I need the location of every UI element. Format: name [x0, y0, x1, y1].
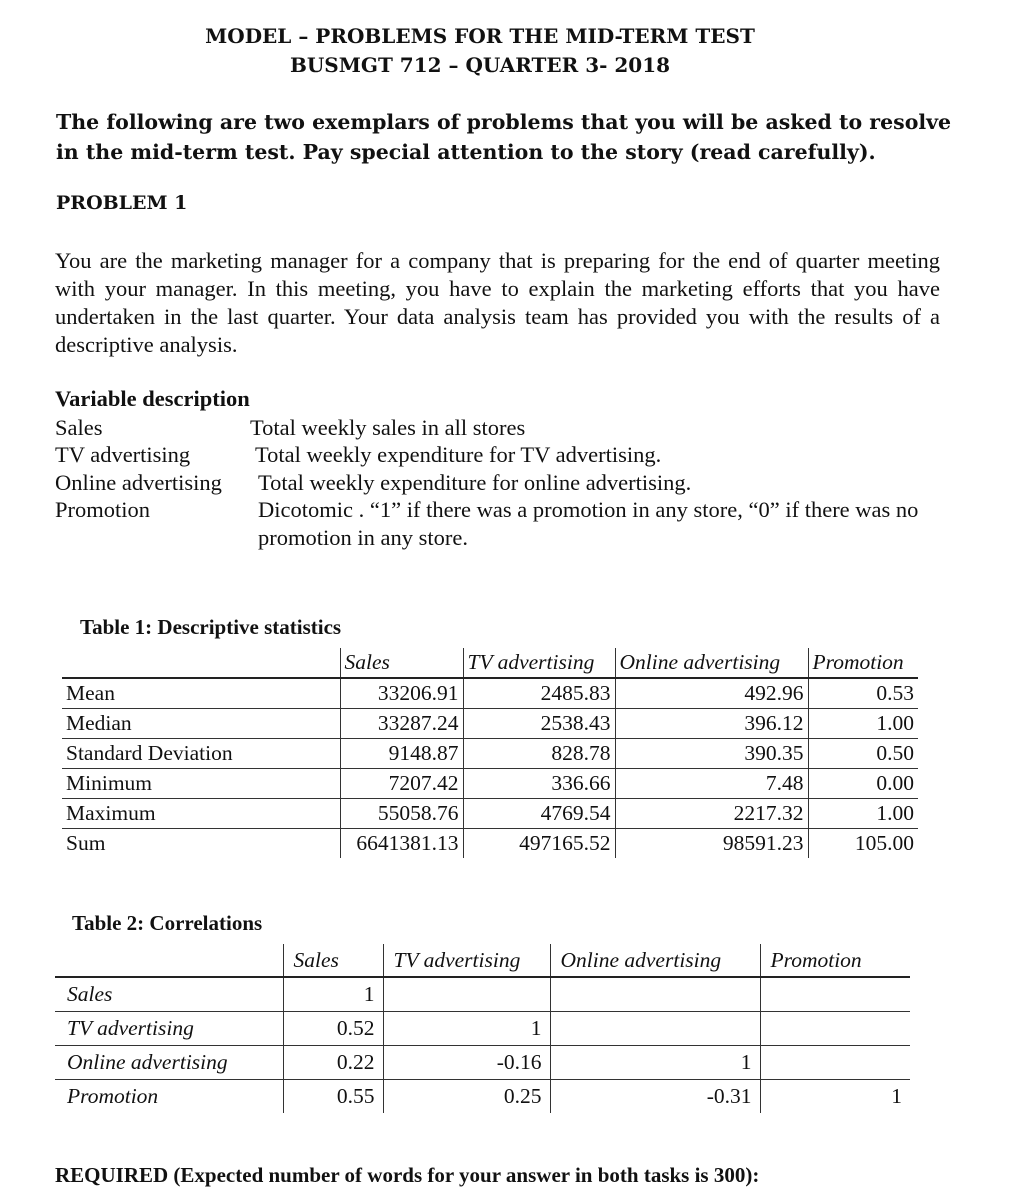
header-empty	[62, 648, 340, 678]
table-cell: 33287.24	[340, 709, 463, 739]
table-cell	[760, 977, 910, 1012]
descriptive-statistics-table	[62, 648, 918, 858]
row-label: Standard Deviation	[62, 739, 340, 769]
table-cell: 1.00	[808, 799, 918, 829]
table-row	[62, 678, 918, 709]
table-cell: 0.55	[283, 1080, 383, 1114]
row-label: Mean	[62, 678, 340, 709]
table-cell: 1	[760, 1080, 910, 1114]
table-cell: 2217.32	[615, 799, 808, 829]
table-cell: 0.25	[383, 1080, 550, 1114]
table-cell: 4769.54	[463, 799, 615, 829]
table-cell: 1	[283, 977, 383, 1012]
column-header: Promotion	[808, 648, 918, 678]
row-label: TV advertising	[55, 1012, 283, 1046]
table2-title: Table 2: Correlations	[72, 911, 263, 935]
table-cell: 1	[550, 1046, 760, 1080]
intro-text: The following are two exemplars of problems that you will be asked to resolve in the mid-term test. Pay special attention to the story (read carefully).	[56, 110, 952, 164]
variable-description-title: Variable description	[55, 386, 250, 411]
table-cell: 0.00	[808, 769, 918, 799]
correlations-table	[55, 944, 910, 1113]
table-cell: 1.00	[808, 709, 918, 739]
row-label: Promotion	[67, 1084, 159, 1108]
document-title: MODEL – PROBLEMS FOR THE MID-TERM TEST	[205, 24, 755, 48]
variable-desc: Dicotomic . “1” if there was a promotion in any store, “0” if there was no promotion in any store.	[258, 497, 919, 550]
table-cell	[550, 977, 760, 1012]
table1-title: Table 1: Descriptive statistics	[80, 615, 342, 639]
problem-heading: PROBLEM 1	[56, 192, 188, 214]
variable-name: Online advertising	[55, 470, 222, 495]
column-header: Sales	[283, 944, 383, 977]
table-cell	[760, 1012, 910, 1046]
required-heading: REQUIRED (Expected number of words for your answer in both tasks is 300):	[55, 1163, 760, 1187]
table-header-row	[62, 648, 918, 678]
table-cell: 0.52	[283, 1012, 383, 1046]
table-cell: 0.53	[808, 678, 918, 709]
table-cell: 497165.52	[463, 829, 615, 859]
variable-name: Promotion	[55, 497, 151, 522]
table-cell	[550, 1012, 760, 1046]
table-cell: 336.66	[463, 769, 615, 799]
table-cell: 7.48	[615, 769, 808, 799]
column-header: Sales	[340, 648, 463, 678]
table-row	[55, 977, 910, 1012]
table-row	[62, 799, 918, 829]
table-cell: 390.35	[615, 739, 808, 769]
table-header-row	[55, 944, 910, 977]
table-row	[62, 739, 918, 769]
row-label: Sales	[55, 977, 283, 1012]
document-subtitle: BUSMGT 712 – QUARTER 3- 2018	[289, 53, 671, 77]
table-cell: 828.78	[463, 739, 615, 769]
row-label: Maximum	[62, 799, 340, 829]
table-cell: 0.22	[283, 1046, 383, 1080]
table-row	[55, 1012, 910, 1046]
table-cell: 2538.43	[463, 709, 615, 739]
table-row	[55, 1046, 910, 1080]
table-cell: 9148.87	[340, 739, 463, 769]
column-header: Online advertising	[550, 944, 760, 977]
problem-text: You are the marketing manager for a company that is preparing for the end of quarter meeting with your manager. In this meeting, you have to explain the marketing efforts that you have undertaken in the last quarter. Your data analysis team has provided you with the results of a descriptive analysis.	[55, 248, 940, 357]
table-cell: 33206.91	[340, 678, 463, 709]
table-cell: 1	[383, 1012, 550, 1046]
table-row	[62, 829, 918, 859]
row-label: Minimum	[62, 769, 340, 799]
column-header: Online advertising	[615, 648, 808, 678]
table-cell: 492.96	[615, 678, 808, 709]
table-cell: -0.16	[383, 1046, 550, 1080]
variable-desc: Total weekly expenditure for TV advertising.	[255, 442, 662, 467]
row-label: Median	[62, 709, 340, 739]
table-cell: 55058.76	[340, 799, 463, 829]
table-row	[55, 1080, 910, 1114]
row-label: Sum	[66, 831, 106, 855]
column-header: TV advertising	[463, 648, 615, 678]
table-cell: 98591.23	[615, 829, 808, 859]
variable-name: TV advertising	[55, 442, 191, 467]
table-cell: 7207.42	[340, 769, 463, 799]
table-cell: 0.50	[808, 739, 918, 769]
table-row	[62, 769, 918, 799]
header-empty	[55, 944, 283, 977]
table-cell: 396.12	[615, 709, 808, 739]
variable-name: Sales	[55, 415, 103, 440]
variable-desc: Total weekly expenditure for online advertising.	[258, 470, 692, 495]
row-label: Online advertising	[55, 1046, 283, 1080]
column-header: Promotion	[760, 944, 910, 977]
table-cell	[383, 977, 550, 1012]
column-header: TV advertising	[383, 944, 550, 977]
table-cell	[760, 1046, 910, 1080]
table-cell: 105.00	[808, 829, 918, 859]
table-cell: -0.31	[550, 1080, 760, 1114]
variable-desc: Total weekly sales in all stores	[250, 415, 526, 440]
table-cell: 2485.83	[463, 678, 615, 709]
table-cell: 6641381.13	[340, 829, 463, 859]
table-row	[62, 709, 918, 739]
